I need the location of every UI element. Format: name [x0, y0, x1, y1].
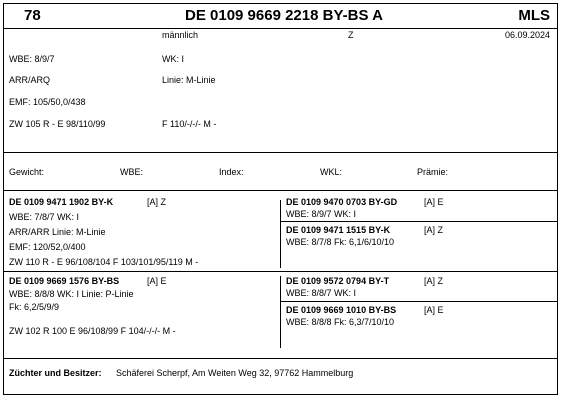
weight-label: Gewicht:	[9, 167, 45, 177]
sire-zw: ZW 110 R - E 96/108/104 F 103/101/95/119 M -	[9, 257, 199, 267]
animal-arr: ARR/ARQ	[9, 75, 51, 85]
sire-dam-wbe: WBE: 8/7/8 Fk: 6,1/6/10/10	[286, 237, 395, 247]
dam-sire-flags: [A] Z	[424, 276, 444, 286]
animal-linie: Linie: M-Linie	[162, 75, 216, 85]
animal-f: F 110/-/-/- M -	[162, 119, 217, 129]
dam-dam-flags: [A] E	[424, 305, 444, 315]
breeder-label: Züchter und Besitzer:	[9, 368, 102, 378]
organization-code: MLS	[518, 7, 550, 24]
dam-zw: ZW 102 R 100 E 96/108/99 F 104/-/-/- M -	[9, 326, 176, 336]
sire-flags: [A] Z	[147, 197, 167, 207]
dam-sire-wbe: WBE: 8/8/7 WK: I	[286, 288, 357, 298]
dam-fk: Fk: 6,2/5/9/9	[9, 302, 60, 312]
sex-code: Z	[348, 30, 354, 40]
animal-wk: WK: I	[162, 54, 184, 64]
sire-id: DE 0109 9471 1902 BY-K	[9, 197, 114, 207]
sire-emf: EMF: 120/52,0/400	[9, 242, 86, 252]
animal-wbe: WBE: 8/9/7	[9, 54, 55, 64]
divider	[4, 152, 557, 153]
sire-sire-id: DE 0109 9470 0703 BY-GD	[286, 197, 398, 207]
column-divider	[280, 200, 281, 268]
wbe-label: WBE:	[120, 167, 144, 177]
breeder-value: Schäferei Scherpf, Am Weiten Weg 32, 97762 Hammelburg	[116, 368, 354, 378]
divider	[4, 190, 557, 191]
divider	[4, 358, 557, 359]
catalog-number: 78	[24, 7, 41, 24]
divider	[281, 301, 557, 302]
dam-wbe: WBE: 8/8/8 WK: I Linie: P-Linie	[9, 289, 134, 299]
sire-sire-flags: [A] E	[424, 197, 444, 207]
divider	[281, 221, 557, 222]
index-label: Index:	[219, 167, 244, 177]
animal-zw: ZW 105 R - E 98/110/99	[9, 119, 106, 129]
registration-number: DE 0109 9669 2218 BY-BS A	[185, 7, 383, 24]
column-divider	[280, 276, 281, 348]
card-header	[4, 4, 557, 29]
sex: männlich	[162, 30, 199, 40]
sire-sire-wbe: WBE: 8/9/7 WK: I	[286, 209, 357, 219]
praemie-label: Prämie:	[417, 167, 449, 177]
date: 06.09.2024	[504, 30, 550, 40]
sire-wbe: WBE: 7/8/7 WK: I	[9, 212, 80, 222]
divider	[4, 271, 557, 272]
pedigree-card	[3, 3, 558, 395]
dam-id: DE 0109 9669 1576 BY-BS	[9, 276, 120, 286]
wkl-label: WKL:	[320, 167, 343, 177]
dam-dam-wbe: WBE: 8/8/8 Fk: 6,3/7/10/10	[286, 317, 395, 327]
dam-sire-id: DE 0109 9572 0794 BY-T	[286, 276, 390, 286]
dam-dam-id: DE 0109 9669 1010 BY-BS	[286, 305, 397, 315]
sire-linie: ARR/ARR Linie: M-Linie	[9, 227, 106, 237]
sire-dam-id: DE 0109 9471 1515 BY-K	[286, 225, 391, 235]
animal-emf: EMF: 105/50,0/438	[9, 97, 86, 107]
dam-flags: [A] E	[147, 276, 167, 286]
sire-dam-flags: [A] Z	[424, 225, 444, 235]
